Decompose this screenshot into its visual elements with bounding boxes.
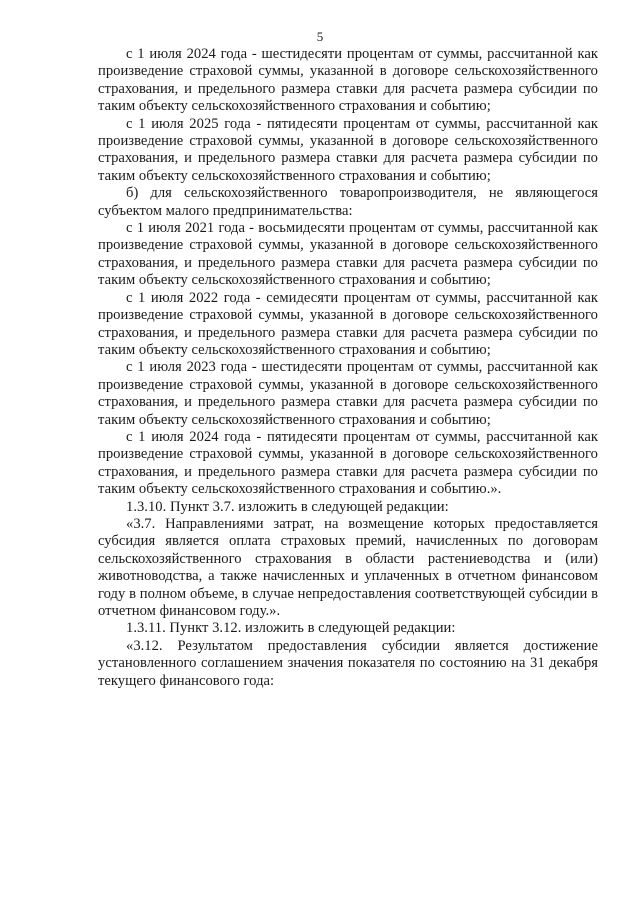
paragraph-1-3-10: 1.3.10. Пункт 3.7. изложить в следующей редакции: — [126, 498, 449, 515]
paragraph-2025-small: с 1 июля 2025 года - пятидесяти процентам от суммы, рассчитанной как произведение страховой суммы, указанной в договоре сельскохозяйственного страхования, и предельного размера ставки для расчета размера субсидии по таким объекту сельскохозяйственного страхования и событию; — [98, 115, 598, 184]
paragraph-2024: с 1 июля 2024 года - пятидесяти процентам от суммы, рассчитанной как произведение страховой суммы, указанной в договоре сельскохозяйственного страхования, и предельного размера ставки для расчета размера субсидии по таким объекту сельскохозяйственного страхования и событию.». — [98, 428, 598, 498]
paragraph-1-3-11: 1.3.11. Пункт 3.12. изложить в следующей редакции: — [126, 620, 456, 637]
paragraph-2023: с 1 июля 2023 года - шестидесяти процентам от суммы, рассчитанной как произведение страховой суммы, указанной в договоре сельскохозяйственного страхования, и предельного размера ставки для расчета размера субсидии по таким объекту сельскохозяйственного страхования и событию; — [98, 359, 598, 428]
page-number: 5 — [316, 29, 324, 44]
paragraph-2024-small: с 1 июля 2024 года - шестидесяти процентам от суммы, рассчитанной как произведение страховой суммы, указанной в договоре сельскохозяйственного страхования, и предельного размера ставки для расчета размера субсидии по таким объекту сельскохозяйственного страхования и событию; — [98, 46, 598, 115]
paragraph-b-not-small: б) для сельскохозяйственного товаропроизводителя, не являющегося субъектом малого предпринимательства: — [98, 185, 598, 219]
paragraph-3-12: «3.12. Результатом предоставления субсидии является достижение установленного соглашением значения показателя по состоянию на 31 декабря текущего финансового года: — [98, 637, 598, 689]
paragraph-3-7: «3.7. Направлениями затрат, на возмещение которых предоставляется субсидия является оплата страховых премий, начисленных по договорам сельскохозяйственного страхования в области растениеводства и (или) животноводства, а также начисленных и уплаченных в отчетном финансовом году в полном объеме, в случае непредоставления соответствующей субсидии в отчетном финансовом году.». — [98, 515, 598, 619]
paragraph-2021: с 1 июля 2021 года - восьмидесяти процентам от суммы, рассчитанной как произведение страховой суммы, указанной в договоре сельскохозяйственного страхования, и предельного размера ставки для расчета размера субсидии по таким объекту сельскохозяйственного страхования и событию; — [98, 220, 598, 289]
document-body — [98, 46, 598, 690]
paragraph-2022: с 1 июля 2022 года - семидесяти процентам от суммы, рассчитанной как произведение страховой суммы, указанной в договоре сельскохозяйственного страхования, и предельного размера ставки для расчета размера субсидии по таким объекту сельскохозяйственного страхования и событию; — [98, 289, 598, 358]
